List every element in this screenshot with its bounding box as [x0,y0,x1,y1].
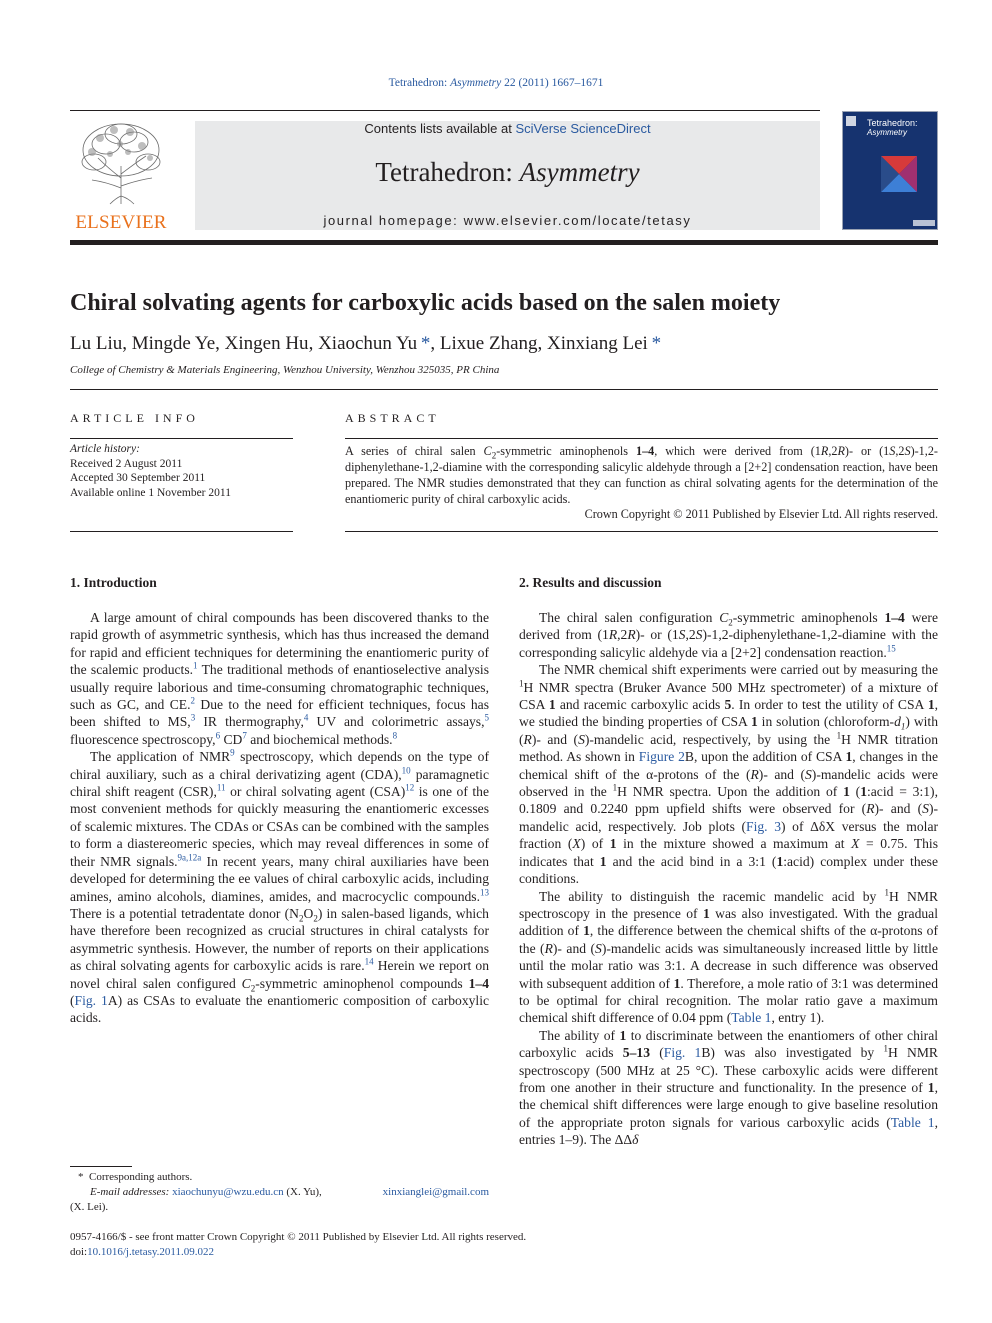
journal-cover[interactable] [842,111,938,230]
results-heading: 2. Results and discussion [519,575,662,590]
homepage-url[interactable]: www.elsevier.com/locate/tetasy [463,213,692,228]
abstract-bottom-rule [345,531,938,532]
citation-journal: Tetrahedron: [388,77,451,89]
author-list: Lu Liu, Mingde Ye, Xingen Hu, Xiaochun Yu *, Lixue Zhang, Xinxiang Lei * [70,333,662,354]
accepted-date: Accepted 30 September 2011 [70,472,206,485]
cover-title-line1: Tetrahedron: [867,118,918,128]
email-link[interactable]: xinxianglei@gmail.com [382,1186,489,1198]
paragraph: The chiral salen configuration $C_2$-symmetric aminophenols 1–4 were derived from (1R,2R)- or (1S,2S)-1,2-diphenylethane-1,2-diamine with the corresponding salicylic aldehyde via a [2+2] condensation reaction.$^{15}$ [519,610,938,660]
paragraph: The NMR chemical shift experiments were carried out by measuring the $^1$H NMR spectra (Bruker Avance 500 MHz spectrometer) of a mixture of CSA 1 and racemic carboxylic acids 5. In order to test the utility of CSA 1, we studied the binding properties of CSA 1 in solution $(chloroform-d_1)$ with (R)- and (S)-mandelic acid, respectively, by using the $^1$H NMR titration method. As shown in Figure 2B, upon the addition of CSA 1, changes in the chemical shift of the α-protons of the (R)- and (S)-mandelic acids were observed in the $^1$H NMR spectra. Upon the addition of 1 (1:acid = 3:1), 0.1809 and 0.2240 ppm upfield shifts were observed for (R)- and (S)-mandelic acid, respectively. Job plots (Fig. 3) of ΔδX versus the molar fraction (X) of 1 in the mixture showed a maximum at X = 0.75. This indicates that 1 and the acid bind in a 3:1 (1:acid) complex under these conditions. [519,662,939,887]
citation-volume-pages: 22 (2011) 1667–1671 [501,77,604,89]
journal-homepage [195,213,820,228]
footnote-rule [70,1166,132,1167]
abstract-rule [345,438,938,439]
header-thick-rule [70,240,938,245]
copyright-line: Crown Copyright © 2011 Published by Elsevier Ltd. All rights reserved. [584,507,938,521]
citation-line[interactable] [0,77,992,89]
elsevier-wordmark: ELSEVIER [75,212,167,233]
abstract-text: A series of chiral salen $C_2$-symmetric aminophenols 1–4, which were derived from (1R,2R)- or (1S,2S)-1,2-diphenylethane-1,2-diamine with the corresponding salicylic aldehyde through a [2+2] condensation reaction, have been prepared. The NMR studies demonstrated that they can function as chiral solvating agents for the determination of the enantiomeric purity of chiral carboxylic acids. [345,444,938,506]
paragraph: The application of NMR$^9$ spectroscopy, which depends on the type of chiral auxiliary, such as a chiral derivatizing agent (CDA),$^{10}$ paramagnetic chiral shift reagent (CSR),$^{11}$ or chiral solvating agent (CSA)$^{12}$ is one of the most convenient methods for quickly measuring the enantiomeric excesses of scalemic mixtures. The CDAs or CSAs can be combined with the samples to form a diastereomeric species, which may reveal differences in some of their NMR signals.$^{9a,12a}$ In recent years, many chiral auxiliaries have been developed for determining the ee values of chiral carboxylic acids, including amines, amino alcohols, diamines, amides, and macrocyclic compounds.$^{13}$ There is a potential tetradentate donor $(N_2O_2)$ in salen-based ligands, which have therefore been recognized as crucial structures in chiral catalysts for asymmetric synthesis. However, the number of reports on their applications as chiral solvating agents for carboxylic acids is rare.$^{14}$ Herein we report on novel chiral salen configured $C_2$-symmetric aminophenol compounds 1–4 (Fig. 1A) as CSAs to evaluate the enantiomeric composition of carboxylic acids. [70,747,490,1026]
article-title: Chiral solvating agents for carboxylic acids based on the salen moiety [70,290,781,316]
email-link[interactable]: xiaochunyu@wzu.edu.cn [172,1186,284,1198]
introduction-body [70,609,489,1027]
cover-title-line2: Asymmetry [867,128,907,137]
history-label: Article history: [70,443,140,455]
received-date: Received 2 August 2011 [70,457,183,470]
footer-issn [70,1230,770,1259]
header-rule [70,110,820,111]
author-name[interactable]: Xiaochun Yu [318,333,418,354]
journal-name [195,157,820,188]
contents-line [195,121,820,136]
article-info-bottom-rule [70,531,293,532]
corresponding-asterisk[interactable]: * [647,333,662,354]
journal-name-main: Tetrahedron: [375,157,520,187]
footnote-corresponding: Corresponding authors. [89,1171,193,1183]
sciencedirect-link[interactable]: SciVerse ScienceDirect [515,121,651,136]
contents-prefix: Contents lists available at [364,121,516,136]
footnote [70,1170,489,1215]
author-name[interactable]: Xinxiang Lei [547,333,648,354]
introduction-heading: 1. Introduction [70,575,157,590]
corresponding-asterisk[interactable]: * [417,333,431,354]
affiliation: College of Chemistry & Materials Engineering, Wenzhou University, Wenzhou 325035, PR China [70,364,500,376]
doi-link[interactable]: 10.1016/j.tetasy.2011.09.022 [87,1245,215,1258]
abstract-heading: ABSTRACT [345,411,440,425]
article-info-heading: ARTICLE INFO [70,411,199,425]
cover-art-icon [843,112,938,230]
author-name[interactable]: Lixue Zhang [439,333,538,354]
online-date: Available online 1 November 2011 [70,486,231,499]
doi-label: doi: [70,1245,88,1258]
paragraph: The ability to distinguish the racemic mandelic acid by $^1$H NMR spectroscopy in the presence of 1 was also investigated. With the gradual addition of 1, the difference between the chemical shifts of the α-protons of the (R)- and (S)-mandelic acids was simultaneously increased little by little until the molar ratio was 3:1. A decrease in such difference was observed with subsequent addition of 1. Therefore, a mole ratio of 3:1 was determined to be optimal for chiral recognition. The molar ratio gave a maximum chemical shift difference of 0.04 ppm (Table 1, entry 1). [519,886,939,1026]
results-body [519,609,938,1149]
paragraph: A large amount of chiral compounds has been discovered thanks to the rapid growth of asymmetric synthesis, which has thus increased the demand for rapid and efficient techniques for determining the enantiomeric purity of the scalemic products.$^1$ The traditional methods of enantioselective analysis usually require laborious and time-consuming chromatographic techniques, such as GC, and CE.$^2$ Due to the need for efficient techniques, focus has been shifted to MS,$^3$ IR thermography,$^4$ UV and colorimetric assays,$^5$ fluorescence spectroscopy,$^6$ $CD^7$ and biochemical methods.$^8$ [70,610,490,747]
email-owner: (X. Lei). [70,1201,109,1213]
title-rule [70,389,938,390]
author-name[interactable]: Xingen Hu [224,333,309,354]
journal-name-italic: Asymmetry [519,157,640,187]
author-name[interactable]: Mingde Ye [131,333,216,354]
footnote-star: * [78,1171,84,1183]
homepage-prefix: journal homepage: [323,213,464,228]
citation-journal-italic: Asymmetry [450,77,502,89]
author-name[interactable]: Lu Liu [70,333,123,354]
email-label: E-mail addresses: [90,1186,170,1198]
article-info-rule [70,438,293,439]
issn-line: 0957-4166/$ - see front matter Crown Copyright © 2011 Published by Elsevier Ltd. All rights reserved. [70,1231,527,1243]
article-history [70,442,293,500]
email-owner: (X. Yu), [286,1186,322,1198]
paragraph: The ability of 1 to discriminate between the enantiomers of other chiral carboxylic acids 5–13 (Fig. 1B) was also investigated by $^1$H NMR spectroscopy (500 MHz at 25 °C). These carboxylic acids were different from one another in their structure and functionality. In the presence of 1, the chemical shift differences were large enough to give baseline resolution of the appropriate proton signals for various carboxylic acids (Table 1, entries 1–9). The ΔΔδ [519,1027,939,1148]
